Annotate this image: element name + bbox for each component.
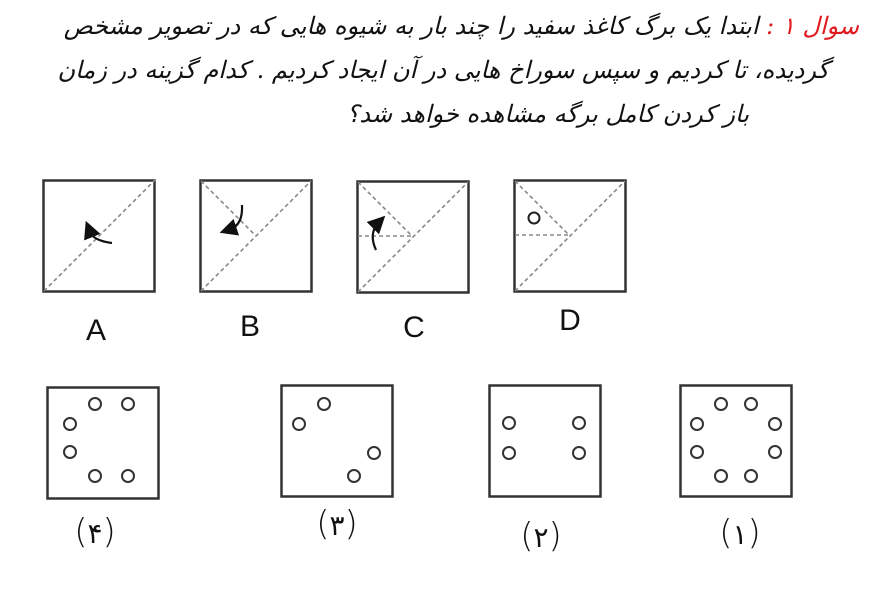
option-1-label[interactable]: (۱) — [719, 513, 761, 553]
question-number-label: سوال ۱ : — [766, 12, 859, 40]
option-3-label[interactable]: (۳) — [316, 504, 358, 544]
option-1-figure[interactable] — [681, 386, 792, 497]
fold-step-c — [358, 182, 469, 293]
option-2-figure[interactable] — [490, 386, 601, 497]
fold-step-a-label: A — [85, 314, 107, 347]
fold-step-b — [201, 181, 312, 292]
paper-square — [681, 386, 792, 497]
question-line-2: گردیده، تا کردیم و سپس سوراخ هایی در آن ایجاد کردیم . کدام گزینه در زمان — [57, 56, 829, 84]
fold-step-d-label: D — [559, 304, 581, 337]
fold-step-b-label: B — [239, 310, 261, 343]
question-line-1: سوال ۱ : ابتدا یک برگ کاغذ سفید را چند بار به شیوه هایی که در تصویر مشخص — [63, 12, 859, 40]
option-4-figure[interactable] — [48, 388, 159, 499]
paper-square — [282, 386, 393, 497]
question-line-3: باز کردن کامل برگه مشاهده خواهد شد؟ — [346, 100, 749, 128]
paper-square — [490, 386, 601, 497]
option-2-label[interactable]: (۲) — [520, 516, 562, 556]
option-4-label[interactable]: (۴) — [74, 512, 116, 552]
paper-square — [48, 388, 159, 499]
option-3-figure[interactable] — [282, 386, 393, 497]
fold-step-c-label: C — [403, 311, 425, 344]
fold-step-d — [515, 181, 626, 292]
fold-step-a — [44, 180, 156, 292]
